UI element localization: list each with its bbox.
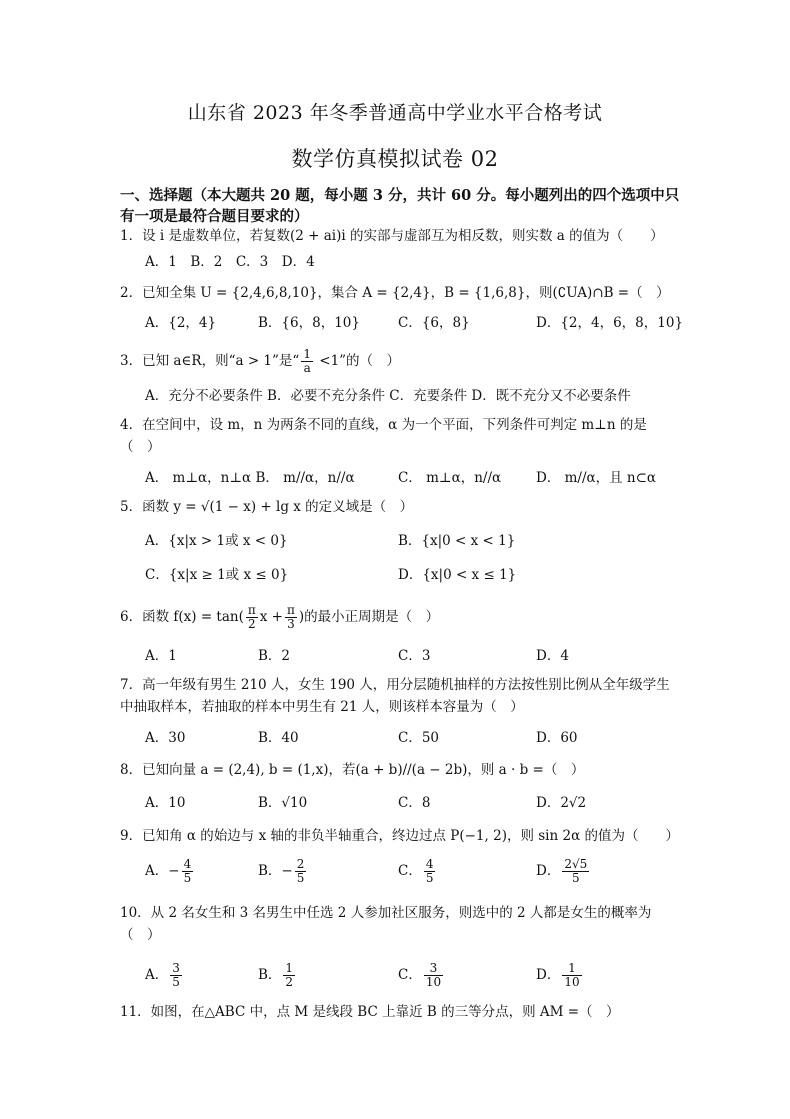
fraction	[424, 962, 443, 989]
fraction	[424, 858, 436, 885]
question-2-option-d: D．{2，4，6，8，10}	[536, 315, 684, 331]
numerator: π	[247, 603, 256, 617]
question-2-option-a: A．{2，4}	[145, 315, 217, 331]
question-1-options: A．1 B．2 C．3 D．4	[145, 254, 315, 270]
question-7-option-a: A．30	[145, 730, 186, 746]
denominator: 5	[571, 871, 580, 885]
numerator: 2√5	[564, 857, 588, 871]
fraction	[283, 962, 295, 989]
option-label: A．	[145, 967, 169, 983]
question-6-stem-start: 6．函数 f(x) = tan(	[120, 609, 244, 625]
question-8-option-d: D．2√2	[536, 795, 587, 811]
question-6-stem-end: )的最小正周期是（ ）	[298, 609, 440, 625]
question-8-option-a: A．10	[145, 795, 186, 811]
question-8-stem: 8．已知向量 a = (2,4), b = (1,x)，若(a + b)//(a − 2b)，则 a · b =（ ）	[120, 762, 585, 778]
question-9-stem: 9．已知角 α 的始边与 x 轴的非负半轴重合，终边过点 P(−1, 2)，则 sin 2α 的值为（ ）	[120, 828, 679, 844]
question-8-option-c: C．8	[398, 795, 431, 811]
question-4-option-d: D． m//α，且 n⊂α	[536, 470, 657, 486]
denominator: 10	[564, 975, 580, 989]
exam-title: 山东省 2023 年冬季普通高中学业水平合格考试	[187, 102, 603, 124]
option-label: A．−	[145, 863, 180, 879]
question-5-option-c: C．{x|x ≥ 1或 x ≤ 0}	[145, 567, 289, 583]
question-5-stem: 5．函数 y = √(1 − x) + lg x 的定义域是（ ）	[120, 499, 414, 515]
numerator: 2	[296, 857, 305, 871]
question-4-option-c: C． m⊥α，n//α	[398, 470, 502, 486]
fraction	[246, 604, 258, 631]
numerator: 3	[424, 962, 443, 976]
question-4-stem: 4．在空间中，设 m，n 为两条不同的直线，α 为一个平面，下列条件可判定 m⊥n 的是（ ）	[120, 417, 647, 455]
fraction	[285, 604, 297, 631]
option-label: D．	[536, 863, 561, 879]
question-3-stem-end: <1”的（ ）	[314, 353, 401, 369]
fraction	[182, 858, 194, 885]
question-10-option-a	[145, 962, 184, 989]
question-5-option-a: A．{x|x > 1或 x < 0}	[145, 533, 288, 549]
question-9-option-c	[398, 858, 437, 885]
question-10-option-c	[398, 962, 445, 989]
option-label: C．	[398, 863, 422, 879]
numerator: π	[286, 603, 295, 617]
option-label: B．−	[258, 863, 293, 879]
fraction	[562, 858, 589, 885]
denominator: 5	[183, 871, 192, 885]
denominator: 5	[425, 871, 434, 885]
question-6-option-a: A．1	[145, 648, 177, 664]
denominator: 10	[425, 975, 442, 989]
question-3-stem	[120, 348, 680, 375]
question-1-stem: 1．设 i 是虚数单位，若复数(2 + ai)i 的实部与虚部互为相反数，则实数 a 的值为（ ）	[120, 228, 664, 244]
question-3-stem-start: 3．已知 a∈R，则“a > 1”是“	[120, 353, 300, 369]
question-2-option-c: C．{6，8}	[398, 315, 470, 331]
question-7-option-c: C．50	[398, 730, 440, 746]
question-7-option-d: D．60	[536, 730, 578, 746]
question-11-stem: 11．如图，在△ABC 中，点 M 是线段 BC 上靠近 B 的三等分点，则 AM =（ ）	[120, 1004, 620, 1020]
question-7-stem: 7．高一年级有男生 210 人，女生 190 人，用分层随机抽样的方法按性别比例从全年级学生中抽取样本，若抽取的样本中男生有 21 人，则该样本容量为（ ）	[120, 677, 670, 715]
question-9-option-a	[145, 858, 195, 885]
denominator: a	[303, 361, 311, 375]
exam-subtitle: 数学仿真模拟试卷 02	[291, 147, 499, 171]
option-label: D．	[536, 967, 561, 983]
fraction	[295, 858, 307, 885]
question-10-option-b	[258, 962, 297, 989]
question-6-option-d: D．4	[536, 648, 569, 664]
question-3-options: A．充分不必要条件 B．必要不充分条件 C．充要条件 D．既不充分又不必要条件	[145, 388, 631, 404]
question-7-option-b: B．40	[258, 730, 299, 746]
question-6-option-c: C．3	[398, 648, 431, 664]
question-5-option-d: D．{x|0 < x ≤ 1}	[398, 567, 517, 583]
question-10-stem: 10．从 2 名女生和 3 名男生中任选 2 人参加社区服务，则选中的 2 人都是女生的概率为（ ）	[120, 905, 652, 943]
numerator: 4	[183, 857, 192, 871]
denominator: 2	[285, 975, 294, 989]
numerator: 4	[425, 857, 434, 871]
question-5-option-b: B．{x|0 < x < 1}	[398, 533, 516, 549]
fraction	[562, 962, 581, 989]
question-6-stem	[120, 604, 680, 631]
question-9-option-b	[258, 858, 308, 885]
question-8-option-b: B．√10	[258, 795, 308, 811]
denominator: 2	[247, 617, 256, 631]
numerator: 3	[172, 961, 180, 975]
question-6-stem-mid: x +	[259, 609, 283, 625]
section-heading: 一、选择题（本大题共 20 题，每小题 3 分，共计 60 分。每小题列出的四个选项中只有一项是最符合题目要求的）	[120, 187, 680, 225]
option-label: B．	[258, 967, 282, 983]
question-4-option-ab: A． m⊥α，n⊥α B． m//α，n//α	[145, 470, 355, 486]
numerator: 1	[303, 347, 311, 361]
denominator: 5	[172, 975, 180, 989]
question-6-option-b: B．2	[258, 648, 291, 664]
numerator: 1	[285, 961, 294, 975]
question-2-option-b: B．{6，8，10}	[258, 315, 360, 331]
fraction	[170, 962, 182, 989]
fraction	[301, 348, 313, 375]
question-10-option-d	[536, 962, 584, 989]
denominator: 5	[296, 871, 305, 885]
numerator: 1	[562, 962, 581, 976]
question-2-stem: 2．已知全集 U = {2,4,6,8,10}，集合 A = {2,4}，B = {1,6,8}，则(∁UA)∩B =（ ）	[120, 285, 670, 301]
option-label: C．	[398, 967, 422, 983]
denominator: 3	[287, 617, 295, 631]
question-9-option-d	[536, 858, 591, 885]
